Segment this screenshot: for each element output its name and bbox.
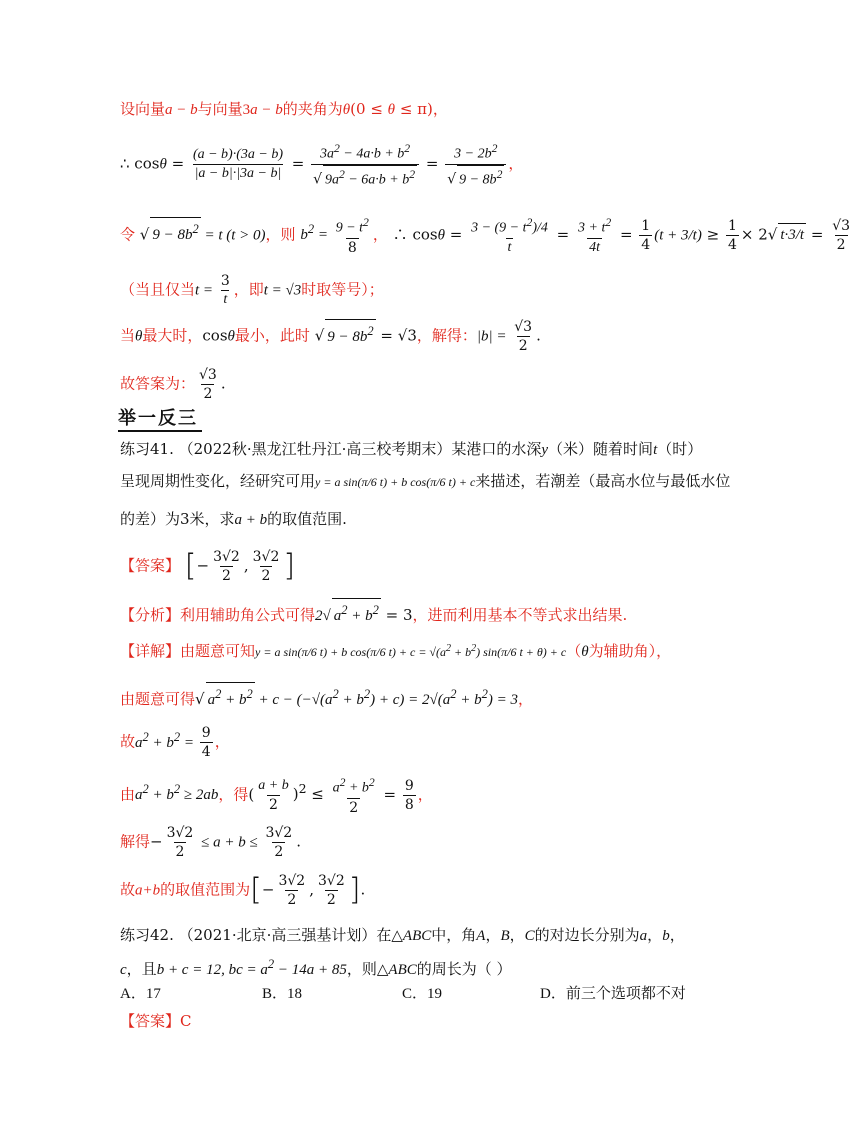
q42-answer (120, 1010, 192, 1032)
q42-option-d[interactable]: D．前三个选项都不对 (540, 986, 686, 1002)
q41-label: 练习41. (120, 440, 174, 458)
q41-detail-5: 解得− $\frac{3√2}{2}$ ≤ a + b ≤ $\frac{3√2}{2}$ . (120, 825, 301, 860)
q42-answer-value: C (180, 1012, 192, 1030)
q42-line-1: 练习42. （2021·北京·高三强基计划）在△ABC中，角A，B，C的对边长分别为a，b， (120, 926, 685, 944)
q41-answer: 【答案】 [− $\frac{3√2}{2}$ , $\frac{3√2}{2}$ ] (120, 548, 296, 584)
q41-line-2: 呈现周期性变化，经研究可用y = a sin(π/6 t) + b cos(π/6 t) + c来描述，若潮差（最高水位与最低水位 (120, 472, 731, 490)
q41-detail-label: 【详解】 (120, 642, 181, 660)
section-tag (118, 404, 202, 432)
solution-line-1: 设向量a − b与向量3a − b的夹角为θ(0 ≤ θ ≤ π)， (120, 100, 448, 118)
q41-source: （2022秋·黑龙江牡丹江·高三校考期末） (178, 440, 452, 458)
solution-line-5: 当θ最大时，cosθ最小，此时 √ $9 - 8b^2 = √3$，解得：|b| = $\frac{√3}{2}$ . (120, 319, 541, 354)
solution-line-3: 令 √ $9 - 8b^2 = t$ (t > 0)，则 $b^2$ = $\frac{9 - t^2}{8}$ ， ∴ cosθ = $\frac{3 - (9 - t^2)/4}{t}$ = $\frac{3 + t^2}{4t}$ = $\frac{1}{4}$ (t + 3/t) ≥ $\frac{1}{4}$ × 2√ t·3/t = $\frac{√3}{2}$ (120, 216, 851, 256)
q42-option-a[interactable]: A．17 (120, 986, 161, 1002)
q41-analysis-label: 【分析】 (120, 606, 181, 624)
q41-detail-2: 由题意可得√ $a^2 + b^2 + c - (-√(a^2 + b^2) + c) = 2√(a^2 + b^2) = 3$， (120, 682, 533, 711)
q41-detail-1: 【详解】由题意可知y = a sin(π/6 t) + b cos(π/6 $t) + c = √(a^2 + b^2)$ sin(π/6 t + θ) + c（θ为辅助角）， (120, 642, 672, 660)
q41-answer-label: 【答案】 (120, 556, 181, 575)
solution-line-2: ∴ cosθ = $\frac{(a - b)\cdot(3a - b)}{|a - b|\cdot|3a - b|}$ = $\frac{3a^2 - 4a\cdot b + b^2}{√ 9a^2 - 6a\cdot b + b^2}$ = $\frac{3 - 2b^2}{√ 9 - 8b^2}$ ， (120, 142, 524, 188)
solution-line-4: （当且仅当t = $\frac{3}{t}$ ，即t = √3时取等号）； (120, 273, 384, 307)
q42-source: （2021·北京·高三强基计划） (178, 926, 377, 944)
section-tag-text: 举一反三 (118, 408, 198, 429)
q41-line-3: 的差）为3米，求a + b的取值范围. (120, 510, 347, 528)
q42-option-b[interactable]: B．18 (262, 986, 303, 1002)
solution-line-6: 故答案为： $\frac{√3}{2}$ . (120, 367, 226, 402)
q41-analysis: 【分析】利用辅助角公式可得2√ $a^2 + b^2 = 3$，进而利用基本不等式求出结果. (120, 598, 627, 627)
q41-detail-6: 故a+b的取值范围为[− $\frac{3√2}{2}$ , $\frac{3√2}{2}$ ]. (120, 872, 366, 908)
q42-line-2: c，且b + c = 12, bc = $a^2 - 14a + 85$，则△ABC的周长为（ ） (120, 957, 512, 978)
q41-detail-3: 故$a^2 + b^2$ = $\frac{9}{4}$ ， (120, 725, 230, 760)
q42-label: 练习42. (120, 926, 174, 944)
q41-line-1: 练习41. （2022秋·黑龙江牡丹江·高三校考期末）某港口的水深y（米）随着时间t（时） (120, 440, 703, 458)
q41-detail-4: 由$a^2 + b^2 \ge 2ab$，得( $\frac{a + b}{2}$ )$^2$ ≤ $\frac{a^2 + b^2}{2}$ = $\frac{9}{8}$ ， (120, 776, 433, 816)
q42-answer-label: 【答案】 (120, 1012, 181, 1030)
q42-option-c[interactable]: C．19 (402, 986, 443, 1002)
